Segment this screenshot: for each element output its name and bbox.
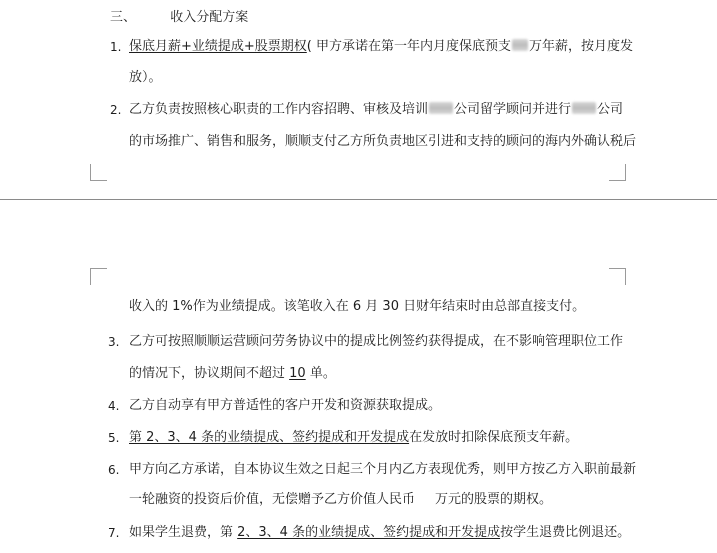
list-number-2: 2.	[110, 103, 122, 117]
list-item-6-line-1: 甲方向乙方承诺，自本协议生效之日起三个月内乙方表现优秀，则甲方按乙方入职前最新	[129, 462, 637, 477]
list-item-2-continuation: 收入的 1%作为业绩提成。该笔收入在 6 月 30 日财年结束时由总部直接支付。	[129, 299, 586, 314]
deal-limit-value: 10	[289, 366, 306, 381]
list-item-4-line-1: 乙方自动享有甲方普适性的客户开发和资源获取提成。	[129, 398, 442, 413]
list-item-1-line-1	[129, 38, 633, 56]
list-item-7-line-1	[129, 524, 630, 542]
document-page-lower	[0, 200, 717, 553]
compensation-structure: 保底月薪+业绩提成+股票期权	[129, 39, 307, 54]
page-corner-mark	[609, 164, 626, 181]
list-item-6-line-2	[129, 491, 552, 509]
page-corner-mark	[90, 268, 107, 285]
list-item-2-text-mid: 公司留学顾问并进行	[454, 102, 572, 117]
list-number-3: 3.	[108, 335, 120, 349]
list-item-2-text-tail: 公司	[597, 102, 624, 117]
list-item-5-text-tail: 在发放时扣除保底预支年薪。	[409, 430, 579, 445]
list-number-5: 5.	[108, 431, 120, 445]
list-number-6: 6.	[108, 463, 120, 477]
refund-commission-terms: 2、3、4 条的业绩提成、签约提成和开发提成	[237, 525, 501, 540]
document-page-upper	[0, 0, 717, 199]
section-heading	[110, 9, 248, 27]
section-title: 收入分配方案	[170, 10, 249, 25]
redacted-company-name	[429, 102, 453, 114]
list-number-1: 1.	[110, 40, 122, 54]
list-item-3-line-2	[129, 365, 336, 383]
list-item-5-line-1	[129, 429, 578, 447]
list-item-1-line-2: 放）。	[129, 70, 162, 85]
list-item-6-text: 一轮融资的投资后价值，无偿赠予乙方价值人民币	[129, 492, 416, 507]
list-item-2-line-1	[129, 101, 623, 119]
list-number-4: 4.	[108, 399, 120, 413]
list-item-1-text: ( 甲方承诺在第一年内月度保底预支	[306, 39, 512, 54]
section-number: 三、	[110, 10, 137, 25]
page-corner-mark	[90, 164, 107, 181]
list-item-2-line-2: 的市场推广、销售和服务，顺顺支付乙方所负责地区引进和支持的顾问的海内外确认税后	[129, 134, 637, 149]
list-item-3-text: 的情况下，协议期间不超过	[129, 366, 290, 381]
redacted-company-name	[572, 102, 596, 114]
commission-terms: 第 2、3、4 条的业绩提成、签约提成和开发提成	[129, 430, 410, 445]
list-item-7-text-tail: 按学生退费比例退还。	[500, 525, 631, 540]
list-item-3-text-tail: 单。	[305, 366, 336, 381]
list-item-3-line-1: 乙方可按照顺顺运营顾问劳务协议中的提成比例签约获得提成，在不影响管理职位工作	[129, 334, 624, 349]
redacted-amount	[512, 39, 528, 51]
list-item-2-text: 乙方负责按照核心职责的工作内容招聘、审核及培训	[129, 102, 429, 117]
list-item-6-text-tail: 万元的股票的期权。	[435, 492, 553, 507]
list-item-7-text: 如果学生退费，第	[129, 525, 238, 540]
list-number-7: 7.	[108, 526, 120, 540]
page-corner-mark	[609, 268, 626, 285]
list-item-1-text-tail: 万年薪，按月度发	[529, 39, 634, 54]
